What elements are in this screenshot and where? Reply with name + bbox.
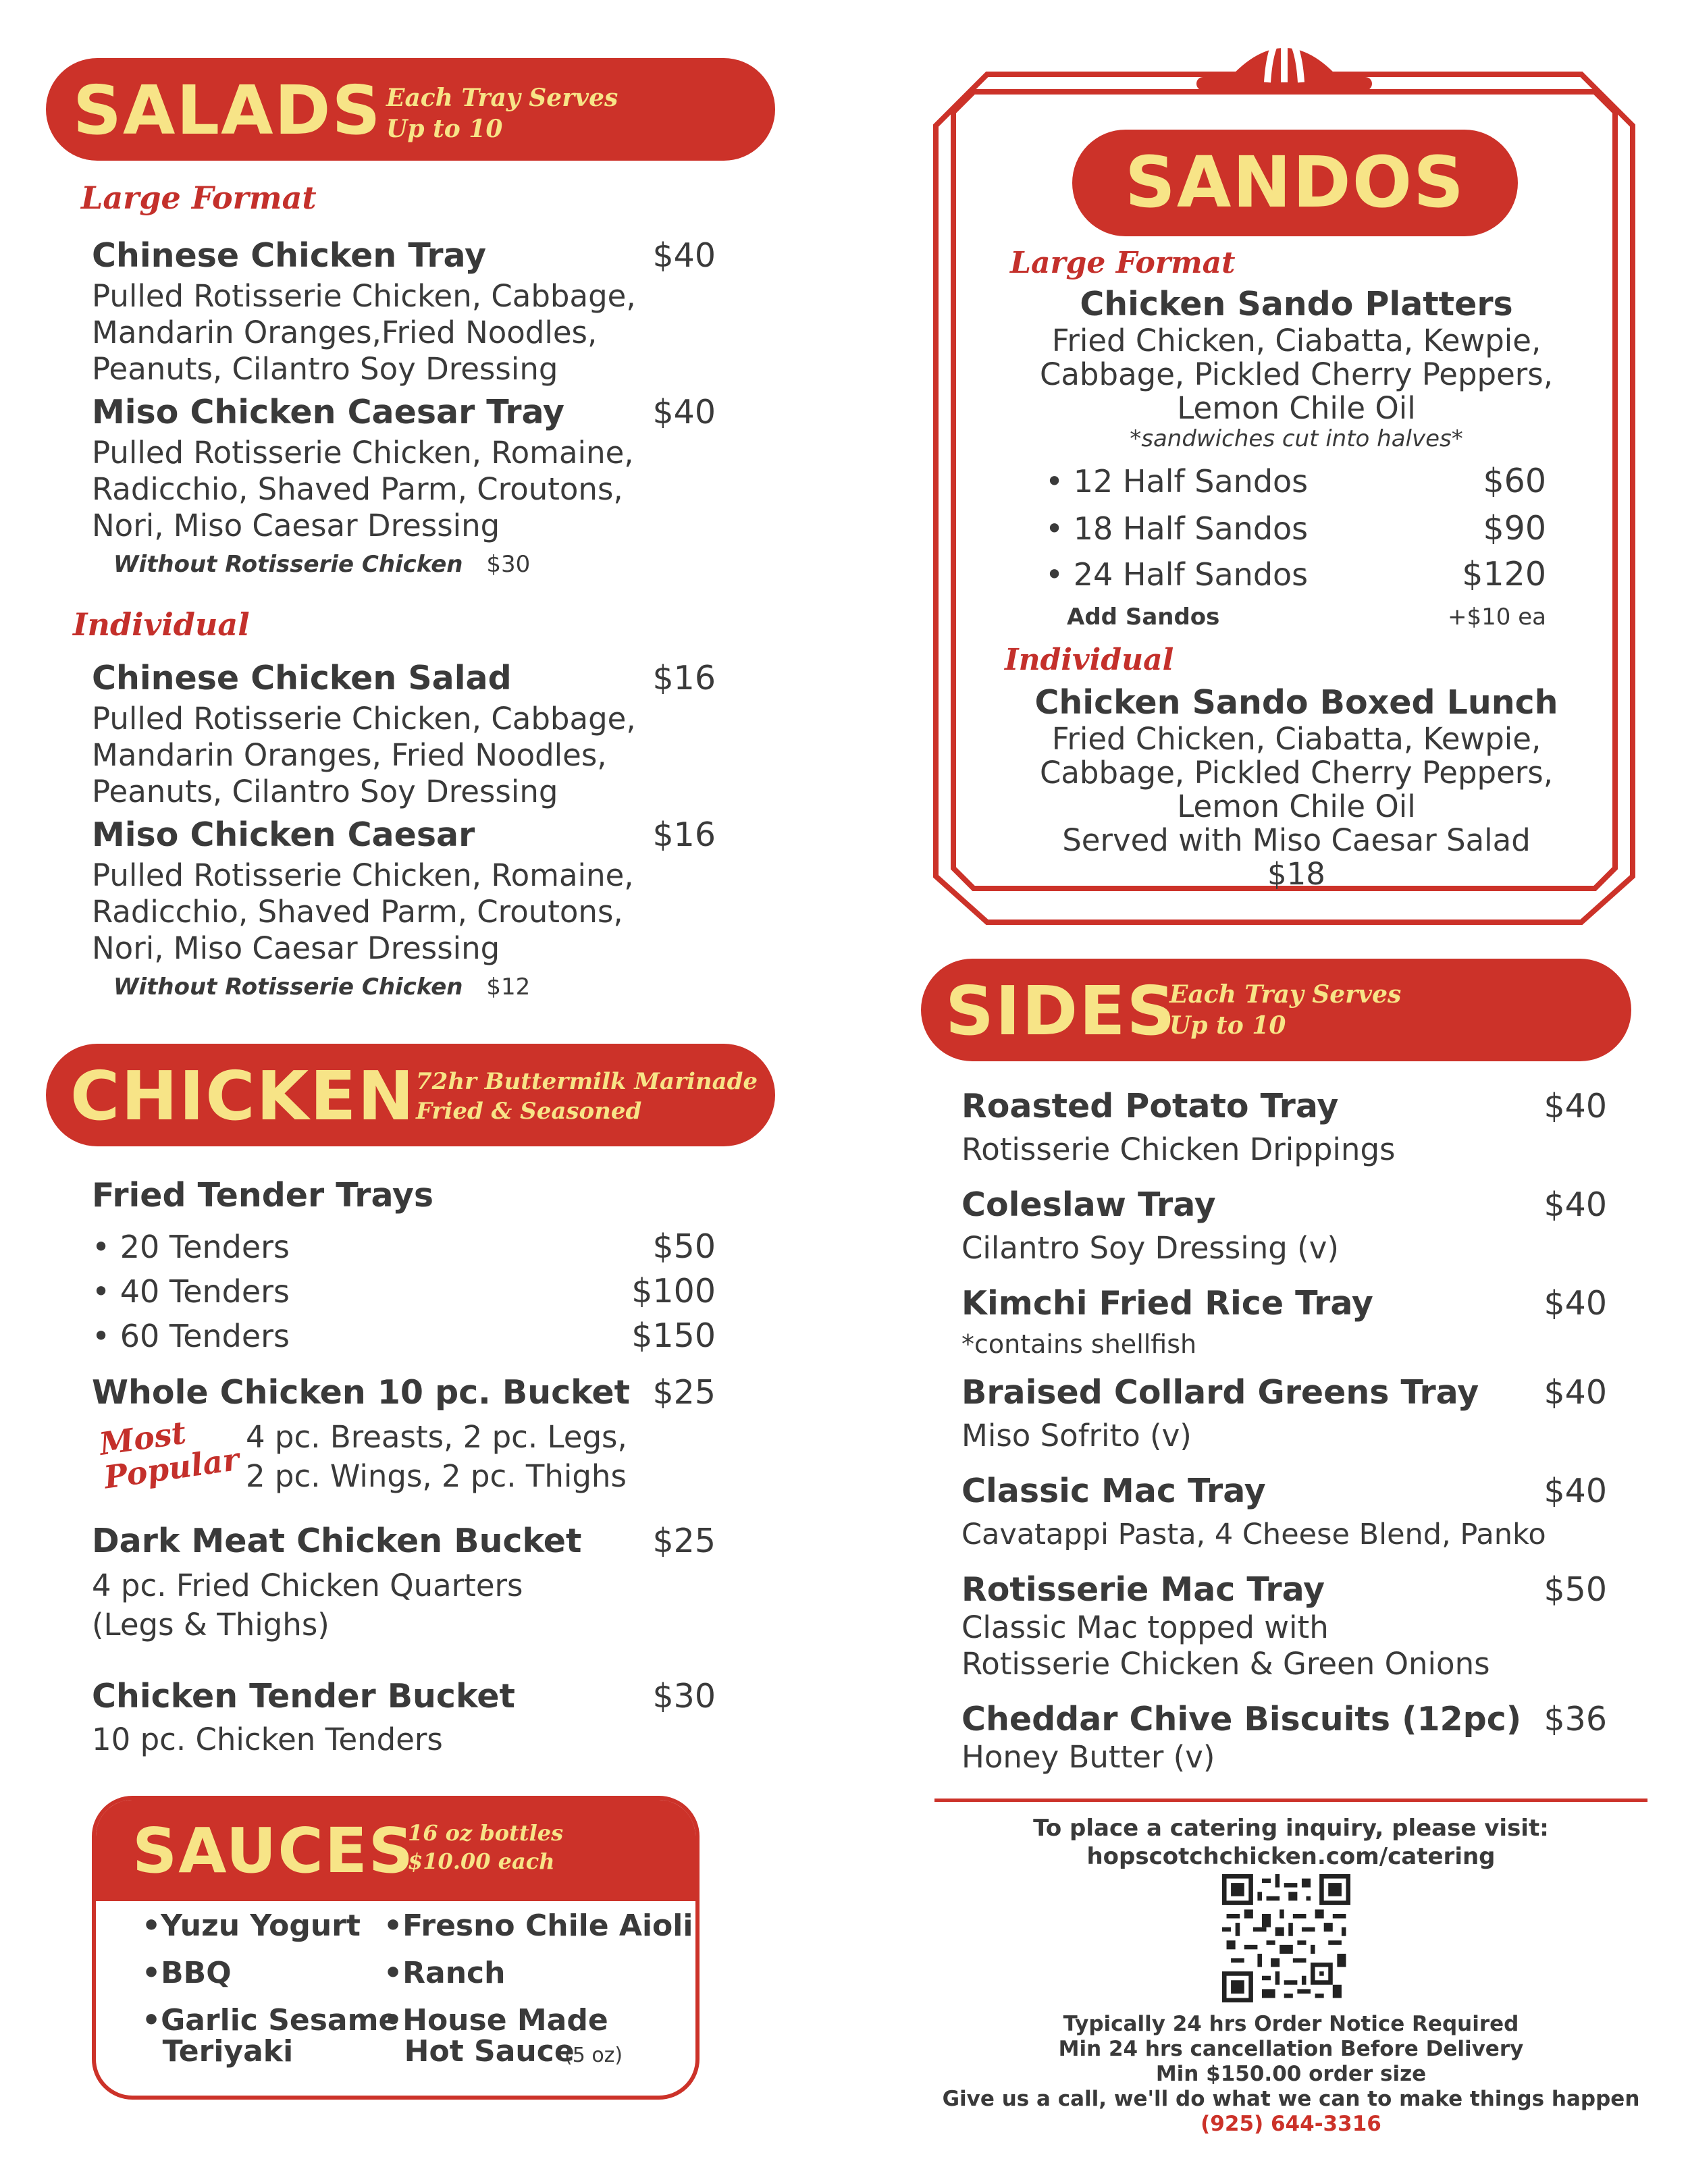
salads-large-format-label: Large Format xyxy=(81,180,317,216)
sando-platter-note: *sandwiches cut into halves* xyxy=(1130,425,1463,452)
side-item-name: Kimchi Fried Rice Tray xyxy=(961,1284,1373,1323)
tender-bucket-price: $30 xyxy=(652,1677,716,1715)
footer-note: Min $150.00 order size xyxy=(1155,2062,1427,2086)
sandos-title: SANDOS xyxy=(1124,141,1466,223)
sandos-individual-label: Individual xyxy=(1005,643,1174,677)
catering-link[interactable]: hopscotchchicken.com/catering xyxy=(1086,1843,1496,1870)
chicken-title: CHICKEN xyxy=(70,1057,416,1136)
side-item-desc: Cilantro Soy Dressing (v) xyxy=(961,1230,1339,1266)
side-item-desc: Cavatappi Pasta, 4 Cheese Blend, Panko xyxy=(961,1518,1546,1551)
salad-item-desc: Pulled Rotisserie Chicken, Cabbage, Mandarin Oranges,Fried Noodles, Peanuts, Cilantro Soy Dressing xyxy=(92,278,636,387)
hot-sauce-size: (5 oz) xyxy=(564,2044,623,2067)
add-sandos-label: Add Sandos xyxy=(1067,604,1220,631)
footer-note: Typically 24 hrs Order Notice Required xyxy=(1063,2012,1519,2036)
footer-notes xyxy=(934,2012,1647,2137)
tender-option-price: $100 xyxy=(631,1272,716,1310)
side-item-name: Coleslaw Tray xyxy=(961,1186,1216,1224)
phone-number[interactable]: (925) 644-3316 xyxy=(1201,2112,1381,2136)
salad-item-note xyxy=(113,551,530,578)
salads-tag: Each Tray Serves Up to 10 xyxy=(386,84,618,143)
salad-item-price: $16 xyxy=(652,659,716,697)
sauce-list-right xyxy=(384,1911,693,2067)
tender-bucket-desc: 10 pc. Chicken Tenders xyxy=(92,1722,443,1757)
salad-note-label: Without Rotisserie Chicken xyxy=(113,551,463,578)
sando-option: • 18 Half Sandos xyxy=(1045,510,1309,547)
sando-platter-desc: Fried Chicken, Ciabatta, Kewpie, Cabbage, Pickled Cherry Peppers, Lemon Chile Oil xyxy=(1039,323,1554,426)
side-item-price: $40 xyxy=(1544,1373,1607,1412)
sides-title: SIDES xyxy=(945,971,1177,1050)
tender-bucket-name: Chicken Tender Bucket xyxy=(92,1677,515,1715)
side-item-name: Cheddar Chive Biscuits (12pc) xyxy=(961,1700,1522,1738)
tender-option-price: $50 xyxy=(652,1227,716,1266)
sauce-item: •Fresno Chile Aioli xyxy=(384,1909,693,1943)
sando-option-price: $120 xyxy=(1462,555,1546,593)
sauce-item: •BBQ xyxy=(142,1956,232,1990)
tender-option: • 60 Tenders xyxy=(92,1318,290,1354)
whole-chicken-price: $25 xyxy=(652,1373,716,1412)
sando-option-price: $60 xyxy=(1483,462,1546,500)
side-item-name: Roasted Potato Tray xyxy=(961,1087,1339,1125)
salads-title: SALADS xyxy=(73,71,382,150)
salad-item-name: Miso Chicken Caesar xyxy=(92,816,475,854)
side-item-desc: *contains shellfish xyxy=(961,1329,1197,1359)
side-item-name: Braised Collard Greens Tray xyxy=(961,1373,1479,1412)
side-item-desc: Miso Sofrito (v) xyxy=(961,1418,1192,1454)
footer-note: Min 24 hrs cancellation Before Delivery xyxy=(1058,2037,1524,2061)
tender-option: • 20 Tenders xyxy=(92,1229,290,1265)
sando-option: • 12 Half Sandos xyxy=(1045,463,1309,500)
sando-option-price: $90 xyxy=(1483,509,1546,548)
side-item-price: $40 xyxy=(1544,1472,1607,1510)
sides-tag: Each Tray Serves Up to 10 xyxy=(1169,980,1402,1040)
salad-item-name: Chinese Chicken Tray xyxy=(92,236,487,275)
tender-trays-heading: Fried Tender Trays xyxy=(92,1176,434,1215)
side-item-name: Classic Mac Tray xyxy=(961,1472,1266,1510)
salad-item-desc: Pulled Rotisserie Chicken, Romaine, Radicchio, Shaved Parm, Croutons, Nori, Miso Caesar Dressing xyxy=(92,435,634,543)
sando-platter-name: Chicken Sando Platters xyxy=(1080,285,1513,323)
salad-note-price: $12 xyxy=(486,974,531,1001)
side-item-name: Rotisserie Mac Tray xyxy=(961,1570,1325,1609)
tender-option-price: $150 xyxy=(631,1316,716,1355)
salad-item-price: $40 xyxy=(652,393,716,431)
dark-meat-name: Dark Meat Chicken Bucket xyxy=(92,1522,582,1560)
sauces-tag: 16 oz bottles $10.00 each xyxy=(408,1820,564,1874)
sando-option: • 24 Half Sandos xyxy=(1045,556,1309,593)
sauce-item: •Yuzu Yogurt xyxy=(142,1909,361,1943)
whole-chicken-desc: 4 pc. Breasts, 2 pc. Legs, 2 pc. Wings, 2 pc. Thighs xyxy=(246,1419,627,1494)
side-item-price: $40 xyxy=(1544,1087,1607,1125)
qr-code[interactable] xyxy=(1222,1874,1350,2002)
dark-meat-desc: 4 pc. Fried Chicken Quarters (Legs & Thighs) xyxy=(92,1568,523,1643)
sauce-list-left xyxy=(142,1911,398,2067)
footer-divider xyxy=(934,1799,1647,1802)
salad-item-price: $16 xyxy=(652,816,716,854)
whole-chicken-name: Whole Chicken 10 pc. Bucket xyxy=(92,1373,631,1412)
sauce-item-hot xyxy=(384,2005,693,2067)
side-item-price: $36 xyxy=(1544,1700,1607,1738)
chicken-tag: 72hr Buttermilk Marinade Fried & Seasoned xyxy=(416,1068,758,1125)
sauce-item: •Garlic Sesame Teriyaki xyxy=(142,2003,399,2069)
salad-item-name: Miso Chicken Caesar Tray xyxy=(92,393,564,431)
dark-meat-price: $25 xyxy=(652,1522,716,1560)
salad-item-desc: Pulled Rotisserie Chicken, Romaine, Radicchio, Shaved Parm, Croutons, Nori, Miso Caesar Dressing xyxy=(92,857,634,966)
side-item-desc: Classic Mac topped with Rotisserie Chicken & Green Onions xyxy=(961,1609,1490,1682)
salad-item-name: Chinese Chicken Salad xyxy=(92,659,512,697)
sandos-large-format-label: Large Format xyxy=(1010,246,1236,280)
sauce-item: •House Made Hot Sauce xyxy=(384,2003,608,2069)
side-item-desc: Rotisserie Chicken Drippings xyxy=(961,1131,1396,1167)
salad-item-desc: Pulled Rotisserie Chicken, Cabbage, Mandarin Oranges, Fried Noodles, Peanuts, Cilantro Soy Dressing xyxy=(92,701,636,809)
salad-note-label: Without Rotisserie Chicken xyxy=(113,974,463,1001)
most-popular-badge: Most Popular xyxy=(97,1414,242,1496)
salad-item-note xyxy=(113,974,530,1001)
footer-note: Give us a call, we'll do what we can to make things happen xyxy=(942,2087,1640,2111)
salads-individual-label: Individual xyxy=(73,606,250,643)
side-item-price: $40 xyxy=(1544,1284,1607,1323)
salad-item-price: $40 xyxy=(652,236,716,275)
tender-option: • 40 Tenders xyxy=(92,1273,290,1310)
boxed-lunch-desc: Fried Chicken, Ciabatta, Kewpie, Cabbage, Pickled Cherry Peppers, Lemon Chile Oil Served with Miso Caesar Salad $18 xyxy=(1039,721,1554,892)
inquiry-line-1: To place a catering inquiry, please visit: xyxy=(1033,1815,1549,1842)
salad-note-price: $30 xyxy=(486,551,531,578)
sauce-item: •Ranch xyxy=(384,1956,506,1990)
boxed-lunch-name: Chicken Sando Boxed Lunch xyxy=(1034,683,1558,722)
side-item-price: $50 xyxy=(1544,1570,1607,1609)
sauces-title: SAUCES xyxy=(132,1815,415,1887)
side-item-price: $40 xyxy=(1544,1186,1607,1224)
add-sandos-price: +$10 ea xyxy=(1448,604,1546,631)
side-item-desc: Honey Butter (v) xyxy=(961,1739,1215,1775)
